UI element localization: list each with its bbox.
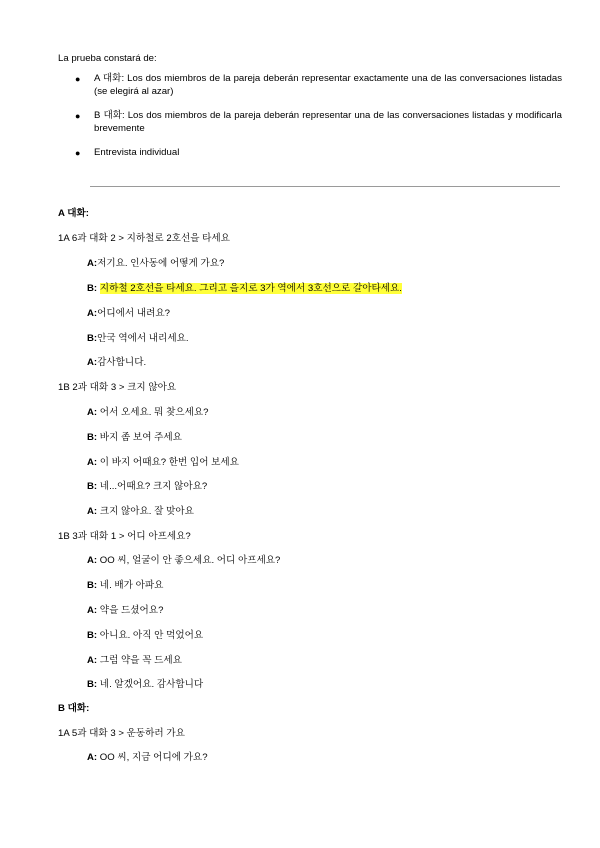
dialog-line: [87, 655, 182, 668]
speaker-label: A:: [87, 407, 98, 418]
speaker-label: B:: [87, 283, 98, 294]
intro-text: La prueba constará de:: [58, 53, 157, 64]
speaker-label: A:: [87, 357, 98, 368]
dialog-line: [87, 258, 224, 271]
dialog-line: [87, 555, 280, 568]
line-text: 안국 역에서 내리세요.: [97, 333, 189, 344]
bullet-icon: ●: [75, 147, 81, 158]
speaker-label: A:: [87, 258, 98, 269]
line-text-highlight: 지하철 2호선을 타세요. 그리고 을지로 3가 역에서 3호선으로 갈아타세요.: [99, 283, 402, 294]
horizontal-rule: [90, 186, 560, 187]
speaker-label: B:: [87, 333, 98, 344]
dialog-line: [87, 308, 170, 321]
speaker-label: A:: [87, 506, 98, 517]
line-text: OO 씨, 얼굴이 안 좋으세요. 어디 아프세요?: [99, 555, 281, 566]
dialog-title: 1A 5과 대화 3 > 운동하러 가요: [58, 728, 185, 739]
speaker-label: B:: [87, 580, 98, 591]
dialog-line: [87, 630, 203, 643]
dialog-line: [87, 506, 194, 519]
speaker-label: B:: [87, 481, 98, 492]
speaker-label: A:: [87, 555, 98, 566]
line-text: 저기요. 인사동에 어떻게 가요?: [97, 258, 225, 269]
speaker-label: B:: [87, 679, 98, 690]
dialog-line: [87, 481, 207, 494]
line-text: 바지 좀 보여 주세요: [99, 432, 182, 443]
dialog-line: [87, 357, 146, 370]
bullet-icon: ●: [75, 74, 81, 84]
bullet-list: [58, 73, 562, 171]
speaker-label: A:: [87, 655, 98, 666]
speaker-label: A:: [87, 457, 98, 468]
line-text: 크지 않아요. 잘 맞아요: [99, 506, 194, 517]
line-text: 그럼 약을 꼭 드세요: [99, 655, 182, 666]
speaker-label: A:: [87, 752, 98, 763]
dialog-line: [87, 333, 189, 346]
line-text: 어서 오세요. 뭐 찾으세요?: [99, 407, 209, 418]
line-text: OO 씨, 지금 어디에 가요?: [99, 752, 208, 763]
dialog-line: [87, 580, 163, 593]
section-a-heading: A 대화:: [58, 208, 89, 219]
dialog-line: [87, 679, 203, 692]
dialog-line: [87, 407, 208, 420]
section-b-heading: B 대화:: [58, 703, 90, 714]
dialog-title: 1B 2과 대화 3 > 크지 않아요: [58, 382, 177, 393]
dialog-title: 1A 6과 대화 2 > 지하철로 2호선을 타세요: [58, 233, 230, 244]
line-text: 약을 드셨어요?: [99, 605, 164, 616]
speaker-label: B:: [87, 432, 98, 443]
bullet-item: ● A 대화: Los dos miembros de la pareja deberán representar exactamente una de las conversaciones listadas (se elegirá al azar): [75, 73, 562, 97]
line-text: 아니요. 아직 안 먹었어요: [99, 630, 204, 641]
line-text: 네...어때요? 크지 않아요?: [99, 481, 208, 492]
speaker-label: A:: [87, 605, 98, 616]
speaker-label: B:: [87, 630, 98, 641]
bullet-icon: ●: [75, 110, 81, 121]
line-text: 네. 배가 아파요: [99, 580, 164, 591]
dialog-line: [87, 457, 239, 470]
dialog-line: [87, 605, 163, 618]
dialog-line: [87, 432, 182, 445]
bullet-item: ● B 대화: Los dos miembros de la pareja deberán representar una de las conversaciones listadas y modificarla brevemente: [75, 109, 562, 134]
line-text: 네. 알겠어요. 감사합니다: [99, 679, 204, 690]
line-text: 어디에서 내려요?: [97, 308, 170, 319]
bullet-item: ● Entrevista individual: [75, 146, 180, 158]
dialog-line: [87, 752, 208, 765]
dialog-title: 1B 3과 대화 1 > 어디 아프세요?: [58, 531, 191, 542]
dialog-line-highlighted: [87, 283, 402, 296]
line-text: 이 바지 어때요? 한번 입어 보세요: [99, 457, 239, 468]
line-text: 감사합니다.: [97, 357, 147, 368]
speaker-label: A:: [87, 308, 98, 319]
